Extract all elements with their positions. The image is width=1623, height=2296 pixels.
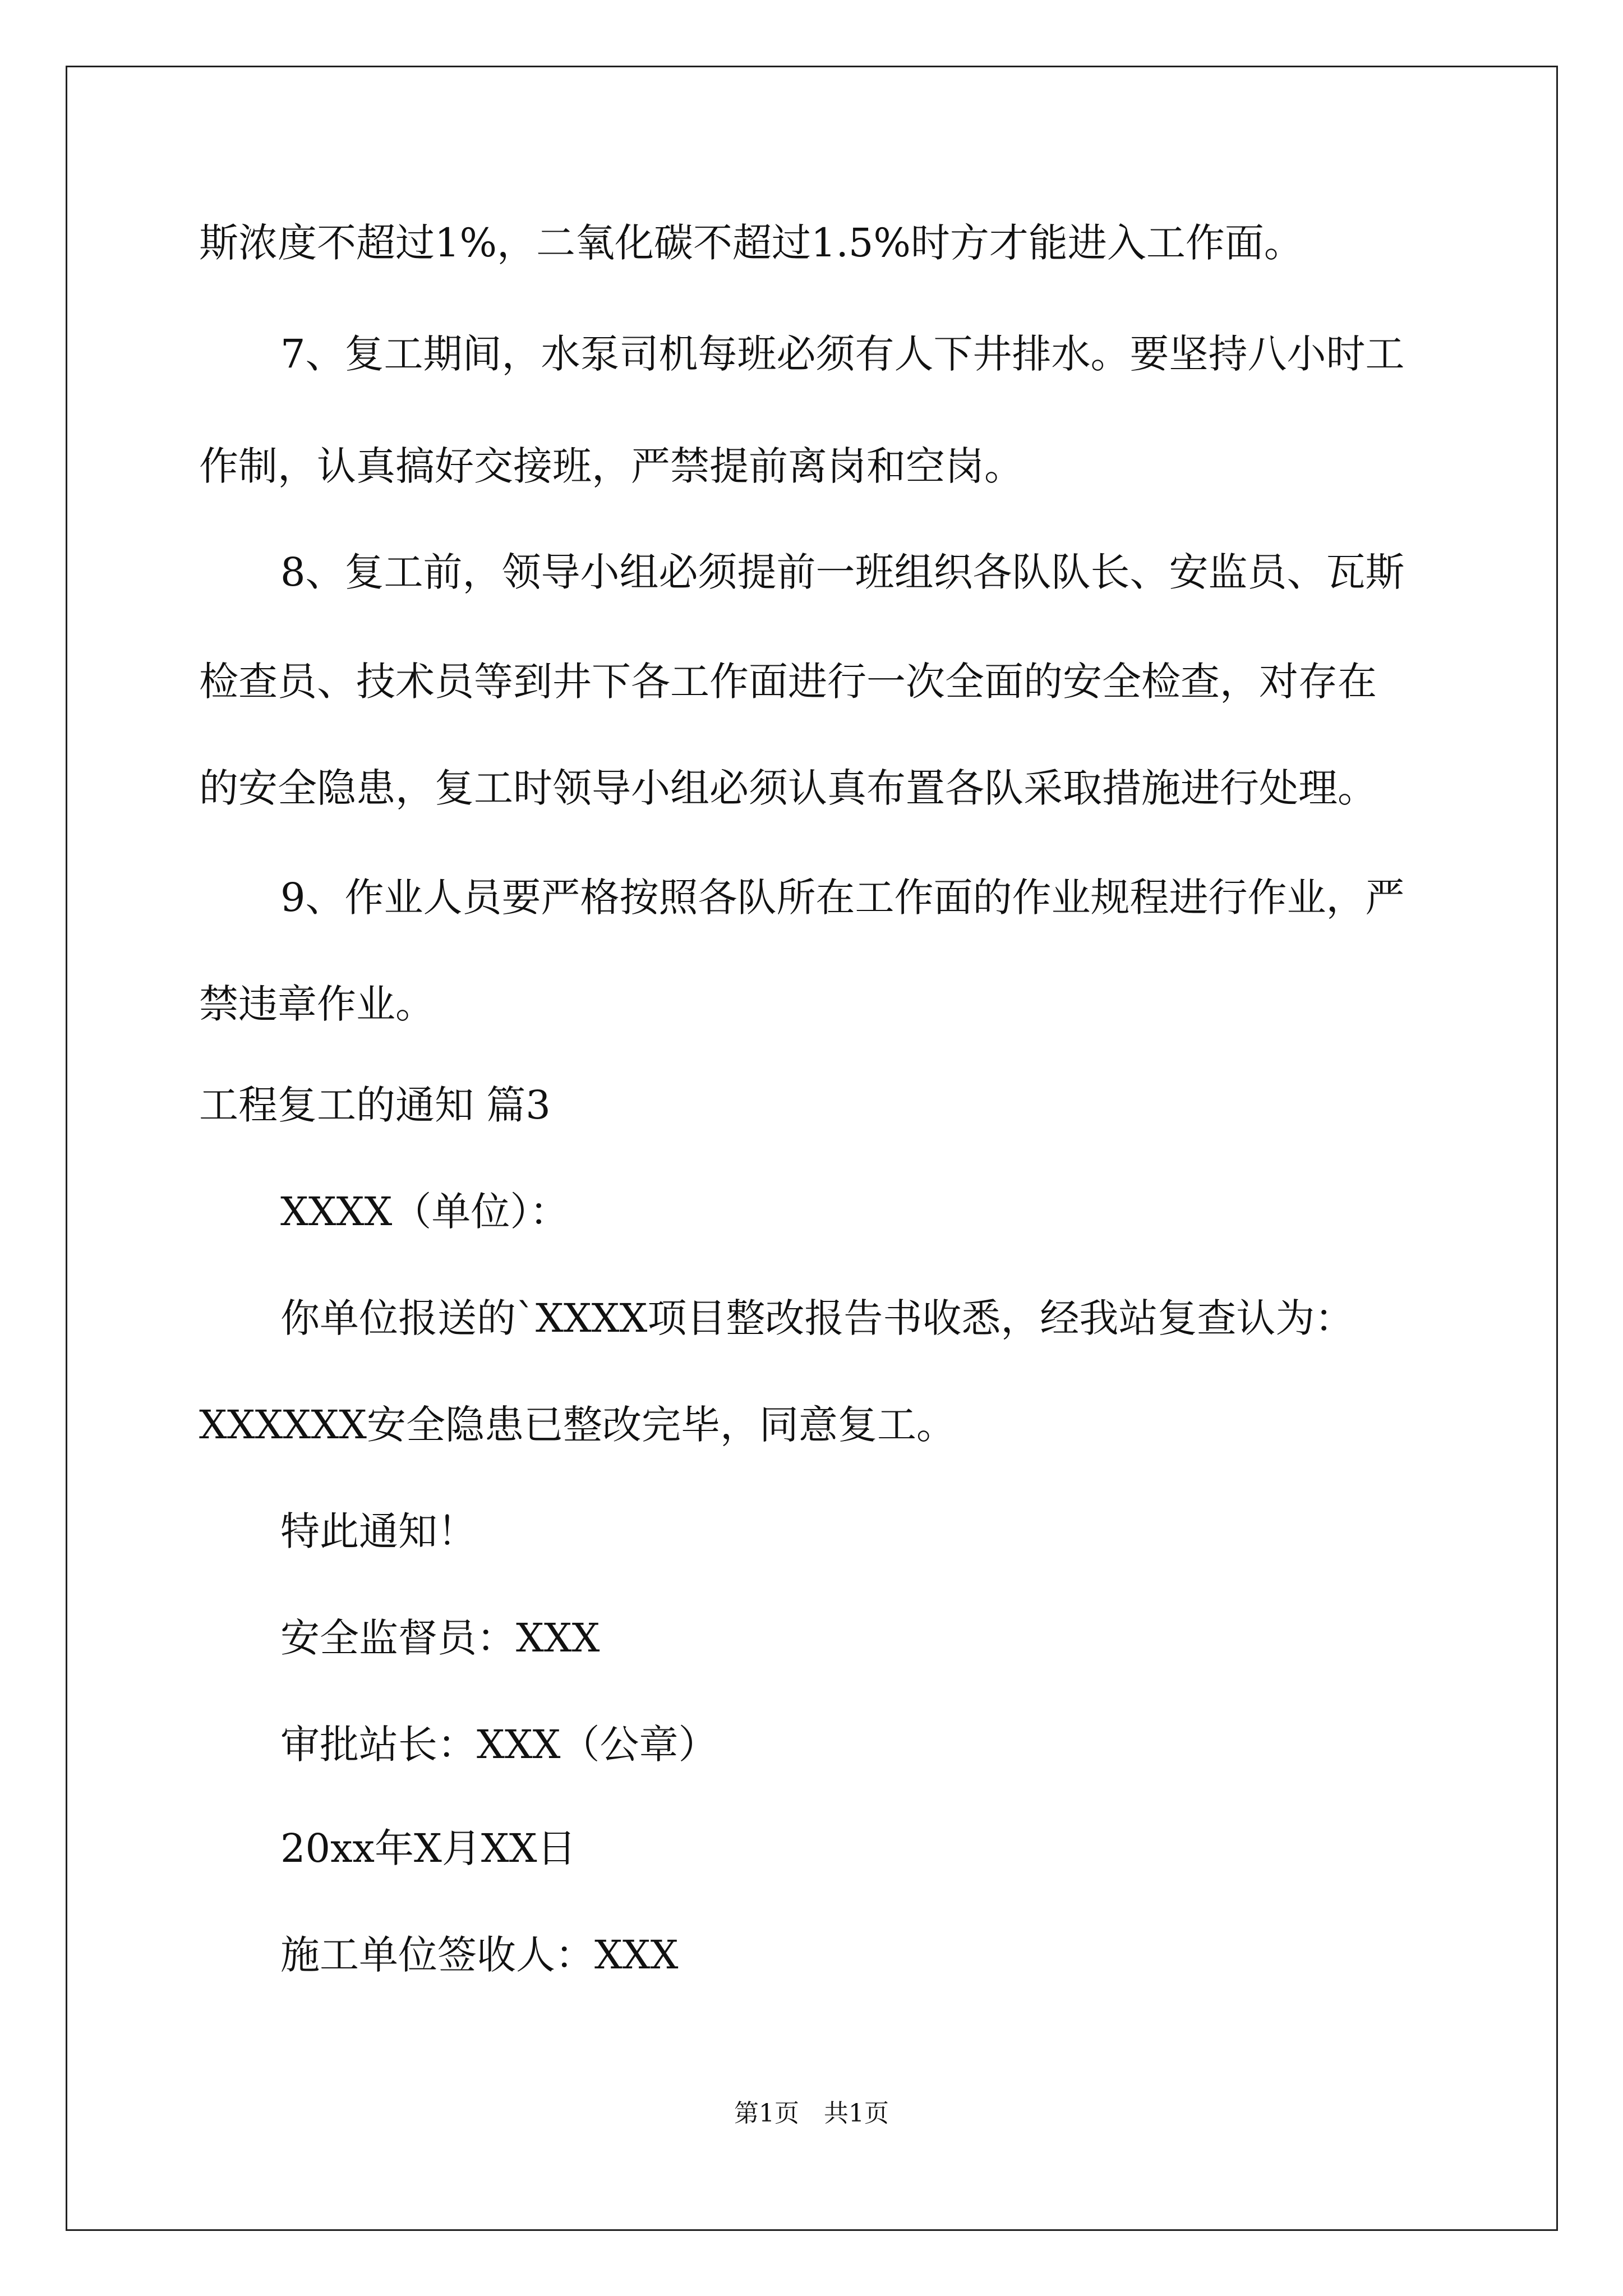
text-line: 作制，认真搞好交接班，严禁提前离岗和空岗。 (199, 443, 1023, 489)
page-total: 共1页 (824, 2099, 889, 2128)
text-line: 审批站长：XXX（公章） (280, 1722, 718, 1768)
page-number: 第1页 (734, 2099, 799, 2128)
text-line: 检查员、技术员等到井下各工作面进行一次全面的安全检查，对存在 (199, 659, 1377, 705)
text-line: 你单位报送的`XXXX项目整改报告书收悉，经我站复查认为： (280, 1295, 1354, 1341)
text-line: 禁违章作业。 (199, 981, 435, 1027)
text-line: 9、作业人员要严格按照各队所在工作面的作业规程进行作业，严 (280, 875, 1405, 921)
page-footer (0, 2097, 1623, 2131)
section-heading: 工程复工的通知 篇3 (199, 1082, 551, 1128)
date-line: 20xx年X月XX日 (280, 1825, 577, 1871)
text-line: 安全监督员：XXX (280, 1615, 600, 1661)
text-line: 斯浓度不超过1%，二氧化碳不超过1.5%时方才能进入工作面。 (199, 220, 1303, 266)
page-border (66, 66, 1558, 2231)
text-line: 施工单位签收人：XXX (280, 1932, 679, 1978)
text-line: 特此通知！ (280, 1508, 477, 1554)
text-line: 8、复工前，领导小组必须提前一班组织各队队长、安监员、瓦斯 (280, 549, 1405, 595)
text-line: XXXXXX安全隐患已整改完毕，同意复工。 (199, 1402, 956, 1448)
text-line: 的安全隐患，复工时领导小组必须认真布置各队采取措施进行处理。 (199, 765, 1377, 811)
text-line: XXXX（单位）： (280, 1189, 569, 1235)
text-line: 7、复工期间，水泵司机每班必须有人下井排水。要坚持八小时工 (280, 331, 1405, 377)
